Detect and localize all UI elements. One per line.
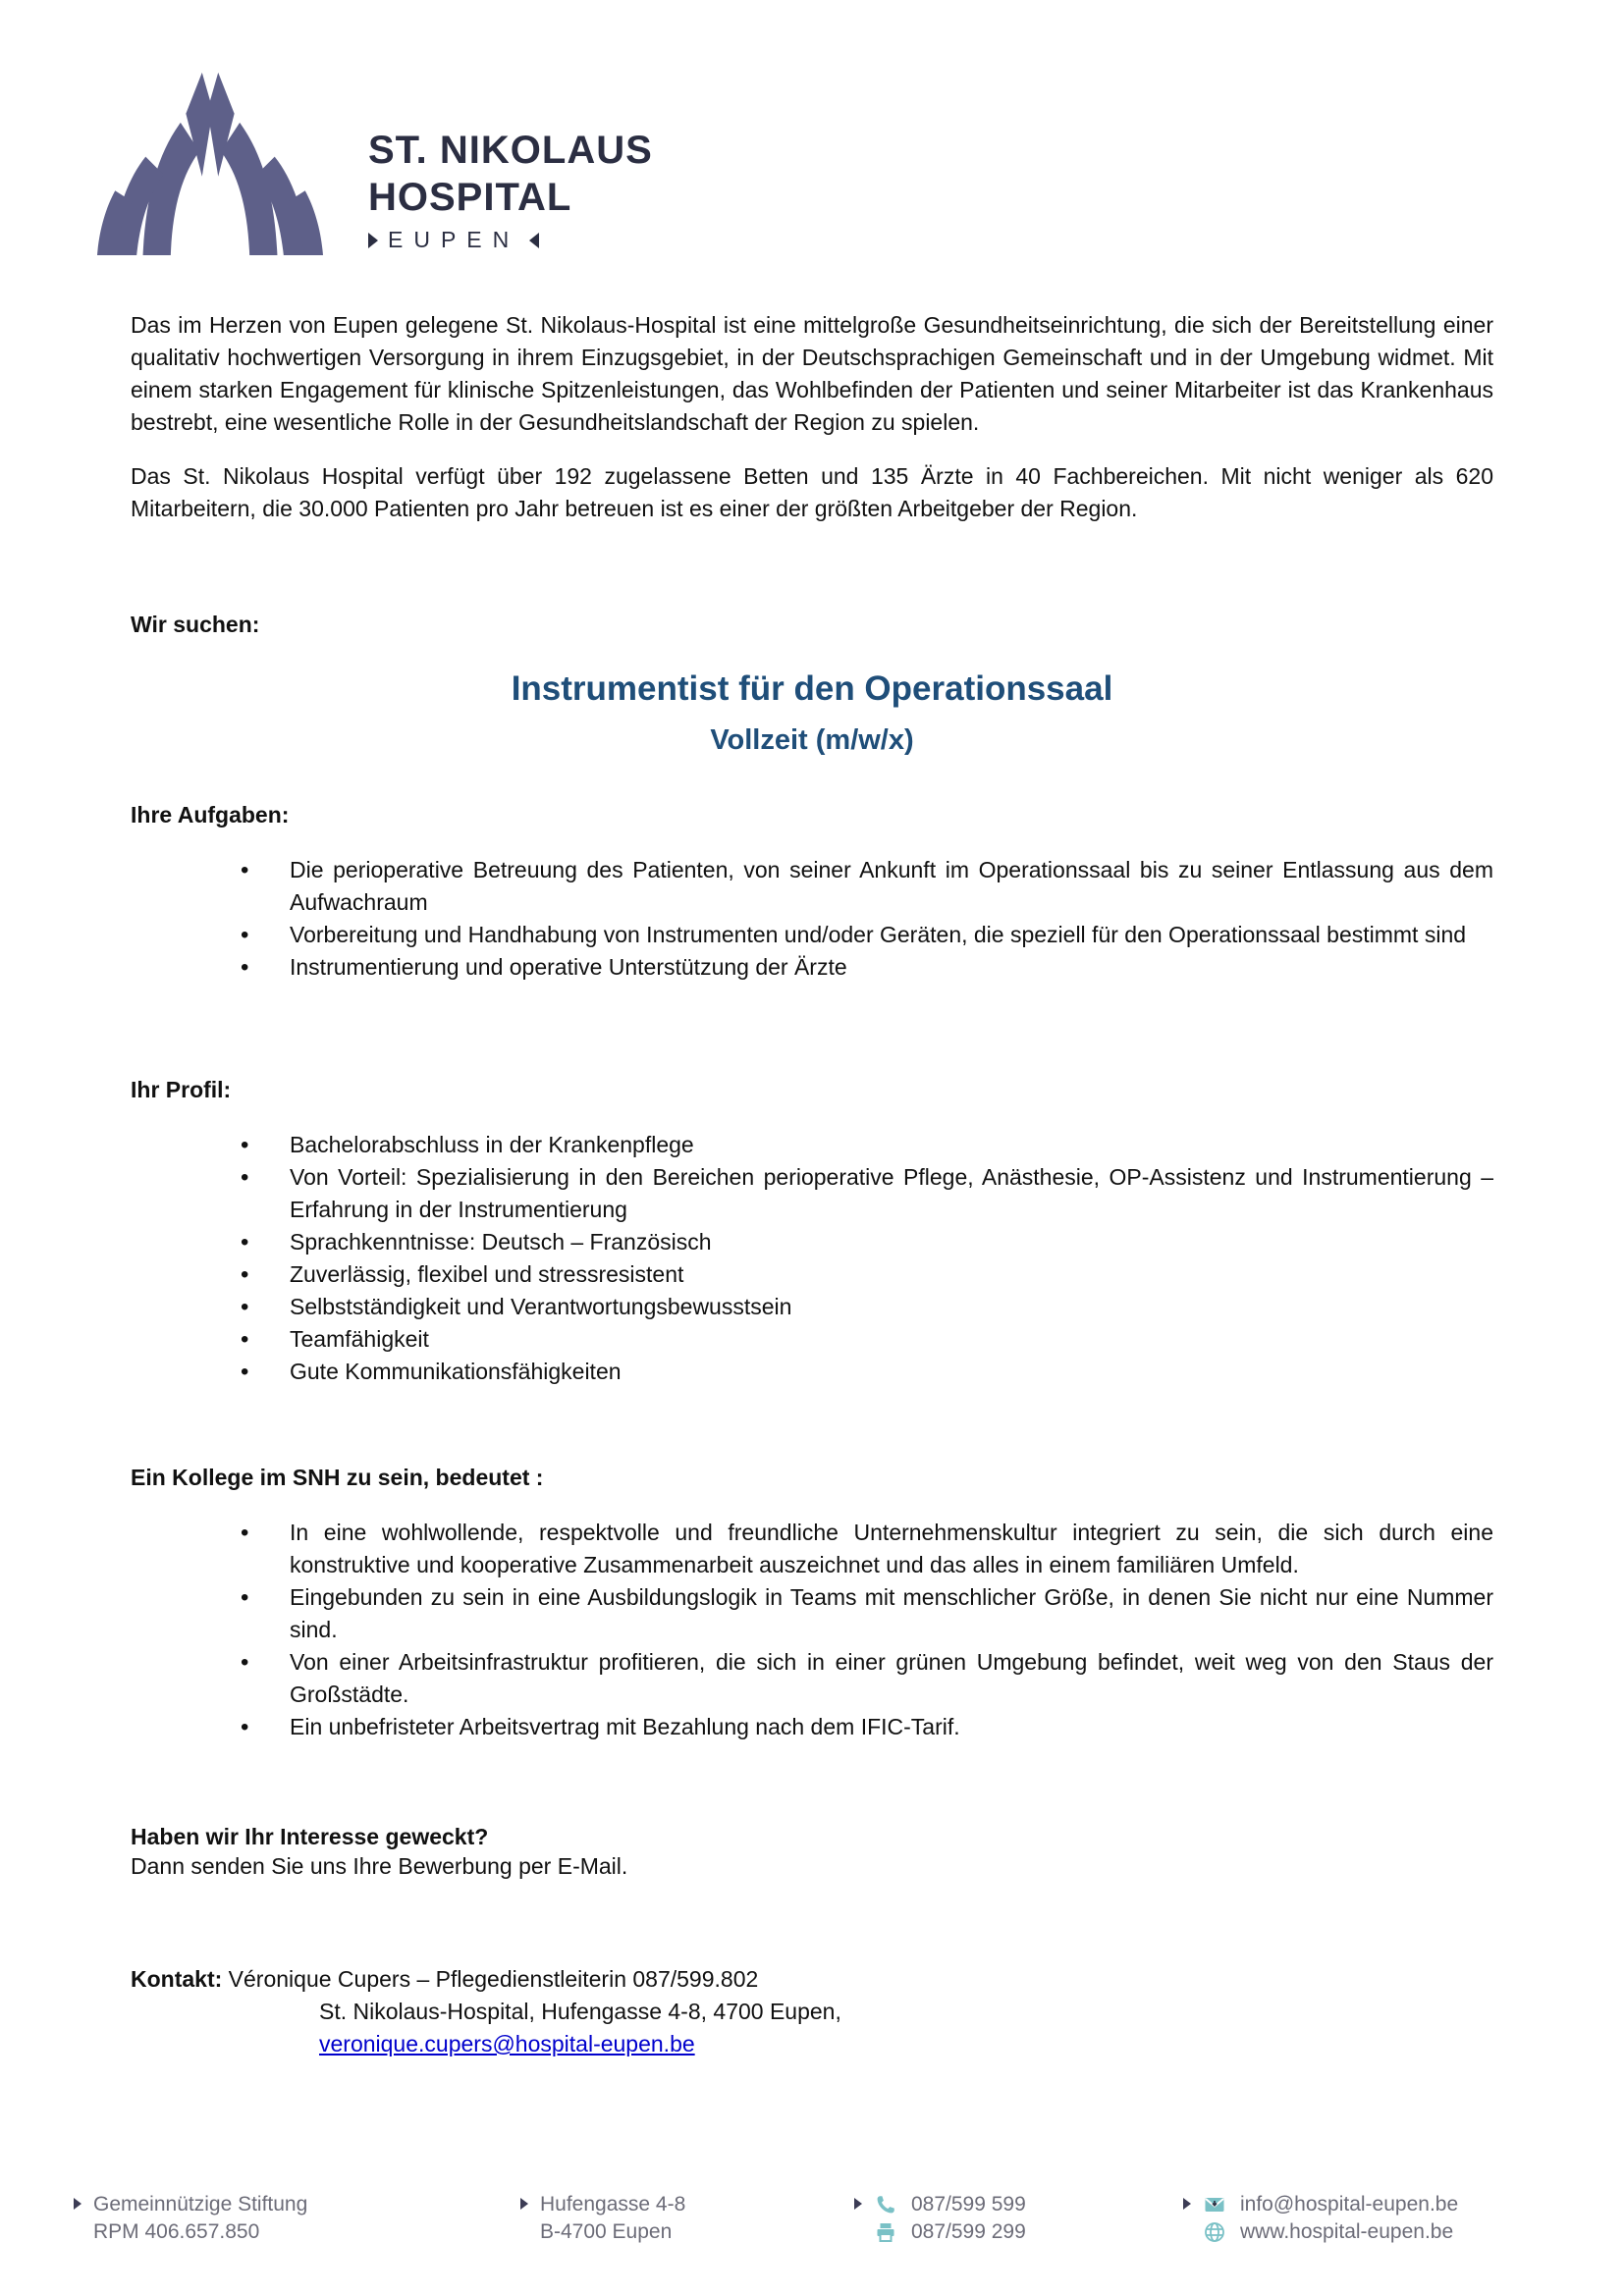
arrow-right-icon	[74, 2198, 81, 2210]
footer-address-column	[520, 2191, 854, 2246]
job-title: Instrumentist für den Operationssaal	[511, 669, 1113, 708]
profile-list	[241, 1129, 1493, 1388]
tasks-heading: Ihre Aufgaben:	[131, 802, 290, 828]
contact-email-link[interactable]: veronique.cupers@hospital-eupen.be	[319, 2031, 695, 2056]
colleague-heading: Ein Kollege im SNH zu sein, bedeutet :	[131, 1465, 544, 1490]
logo-name-line2: HOSPITAL	[368, 176, 572, 219]
interest-heading: Haben wir Ihr Interesse geweckt?	[131, 1824, 489, 1849]
list-item: • Teamfähigkeit	[241, 1323, 1493, 1356]
tasks-list	[241, 854, 1493, 984]
logo-text-block	[368, 127, 653, 255]
arrow-right-icon	[520, 2198, 528, 2210]
job-subtitle: Vollzeit (m/w/x)	[710, 724, 914, 756]
footer	[0, 2191, 1624, 2246]
list-item: • Ein unbefristeter Arbeitsvertrag mit Bezahlung nach dem IFIC-Tarif.	[241, 1711, 1493, 1743]
footer-phone-column	[854, 2191, 1183, 2246]
contact-address: St. Nikolaus-Hospital, Hufengasse 4-8, 4700 Eupen,	[319, 1999, 841, 2024]
list-item: • Von Vorteil: Spezialisierung in den Bereichen perioperative Pflege, Anästhesie, OP-Assistenz und Instrumentierung – Erfahrung in der Instrumentierung	[241, 1161, 1493, 1226]
footer-phone-number: 087/599 599	[911, 2193, 1026, 2216]
footer-fax-number: 087/599 299	[911, 2220, 1026, 2243]
arrow-right-icon	[368, 233, 378, 248]
list-item: • Gute Kommunikationsfähigkeiten	[241, 1356, 1493, 1388]
hospital-crown-logo-icon	[93, 71, 327, 255]
fax-icon	[874, 2220, 897, 2244]
footer-company-column	[74, 2191, 520, 2246]
list-item: • Zuverlässig, flexibel und stressresistent	[241, 1258, 1493, 1291]
contact-person: Véronique Cupers – Pflegedienstleiterin 087/599.802	[228, 1966, 759, 1992]
footer-online-column	[1183, 2191, 1585, 2246]
intro-paragraph-2: Das St. Nikolaus Hospital verfügt über 192 zugelassene Betten und 135 Ärzte in 40 Fachbereichen. Mit nicht weniger als 620 Mitarbeitern, die 30.000 Patienten pro Jahr betreuen ist es einer der größten Arbeitgeber der Region.	[131, 463, 1493, 521]
intro-paragraph-1: Das im Herzen von Eupen gelegene St. Nikolaus-Hospital ist eine mittelgroße Gesundheitseinrichtung, die sich der Bereitstellung einer qualitativ hochwertigen Versorgung in ihrem Einzugsgebiet, in der Deutschsprachigen Gemeinschaft und in der Umgebung widmet. Mit einem starken Engagement für klinische Spitzenleistungen, das Wohlbefinden der Patienten und seiner Mitarbeiter ist das Krankenhaus bestrebt, eine wesentliche Rolle in der Gesundheitslandschaft der Region zu spielen.	[131, 312, 1493, 435]
arrow-left-icon	[529, 233, 539, 248]
interest-block	[131, 1824, 1493, 1883]
header	[0, 0, 1624, 255]
logo-name-line1: ST. NIKOLAUS	[368, 129, 653, 172]
mail-icon	[1203, 2193, 1226, 2216]
list-item: • Instrumentierung und operative Unterstützung der Ärzte	[241, 951, 1493, 984]
phone-icon	[874, 2193, 897, 2216]
list-item: • Selbstständigkeit und Verantwortungsbewusstsein	[241, 1291, 1493, 1323]
footer-website: www.hospital-eupen.be	[1240, 2220, 1454, 2243]
lead-in-heading: Wir suchen:	[131, 612, 260, 637]
list-item: • Vorbereitung und Handhabung von Instrumenten und/oder Geräten, die speziell für den Operationssaal bestimmt sind	[241, 919, 1493, 951]
interest-body: Dann senden Sie uns Ihre Bewerbung per E-Mail.	[131, 1853, 628, 1879]
list-item: • Eingebunden zu sein in eine Ausbildungslogik in Teams mit menschlicher Größe, in denen Sie nicht nur eine Nummer sind.	[241, 1581, 1493, 1646]
contact-block	[131, 1963, 1493, 2060]
list-item: • Sprachkenntnisse: Deutsch – Französisch	[241, 1226, 1493, 1258]
footer-email: info@hospital-eupen.be	[1240, 2193, 1459, 2216]
arrow-right-icon	[854, 2198, 862, 2210]
list-item: • Von einer Arbeitsinfrastruktur profitieren, die sich in einer grünen Umgebung befindet, weit weg von den Staus der Großstädte.	[241, 1646, 1493, 1711]
colleague-list	[241, 1517, 1493, 1743]
footer-company-name: Gemeinnützige Stiftung	[93, 2193, 308, 2216]
list-item: • Die perioperative Betreuung des Patienten, von seiner Ankunft im Operationssaal bis zu seiner Entlassung aus dem Aufwachraum	[241, 854, 1493, 919]
logo-city: EUPEN	[388, 227, 520, 252]
footer-company-rpm: RPM 406.657.850	[93, 2220, 260, 2243]
list-item: • In eine wohlwollende, respektvolle und freundliche Unternehmenskultur integriert zu sein, die sich durch eine konstruktive und kooperative Zusammenarbeit auszeichnet und das alles in einem familiären Umfeld.	[241, 1517, 1493, 1581]
document-body	[0, 309, 1624, 2060]
profile-heading: Ihr Profil:	[131, 1077, 232, 1102]
footer-city: B-4700 Eupen	[540, 2220, 673, 2243]
footer-street: Hufengasse 4-8	[540, 2193, 686, 2216]
globe-icon	[1203, 2220, 1226, 2244]
contact-label: Kontakt:	[131, 1966, 223, 1992]
arrow-right-icon	[1183, 2198, 1191, 2210]
list-item: • Bachelorabschluss in der Krankenpflege	[241, 1129, 1493, 1161]
